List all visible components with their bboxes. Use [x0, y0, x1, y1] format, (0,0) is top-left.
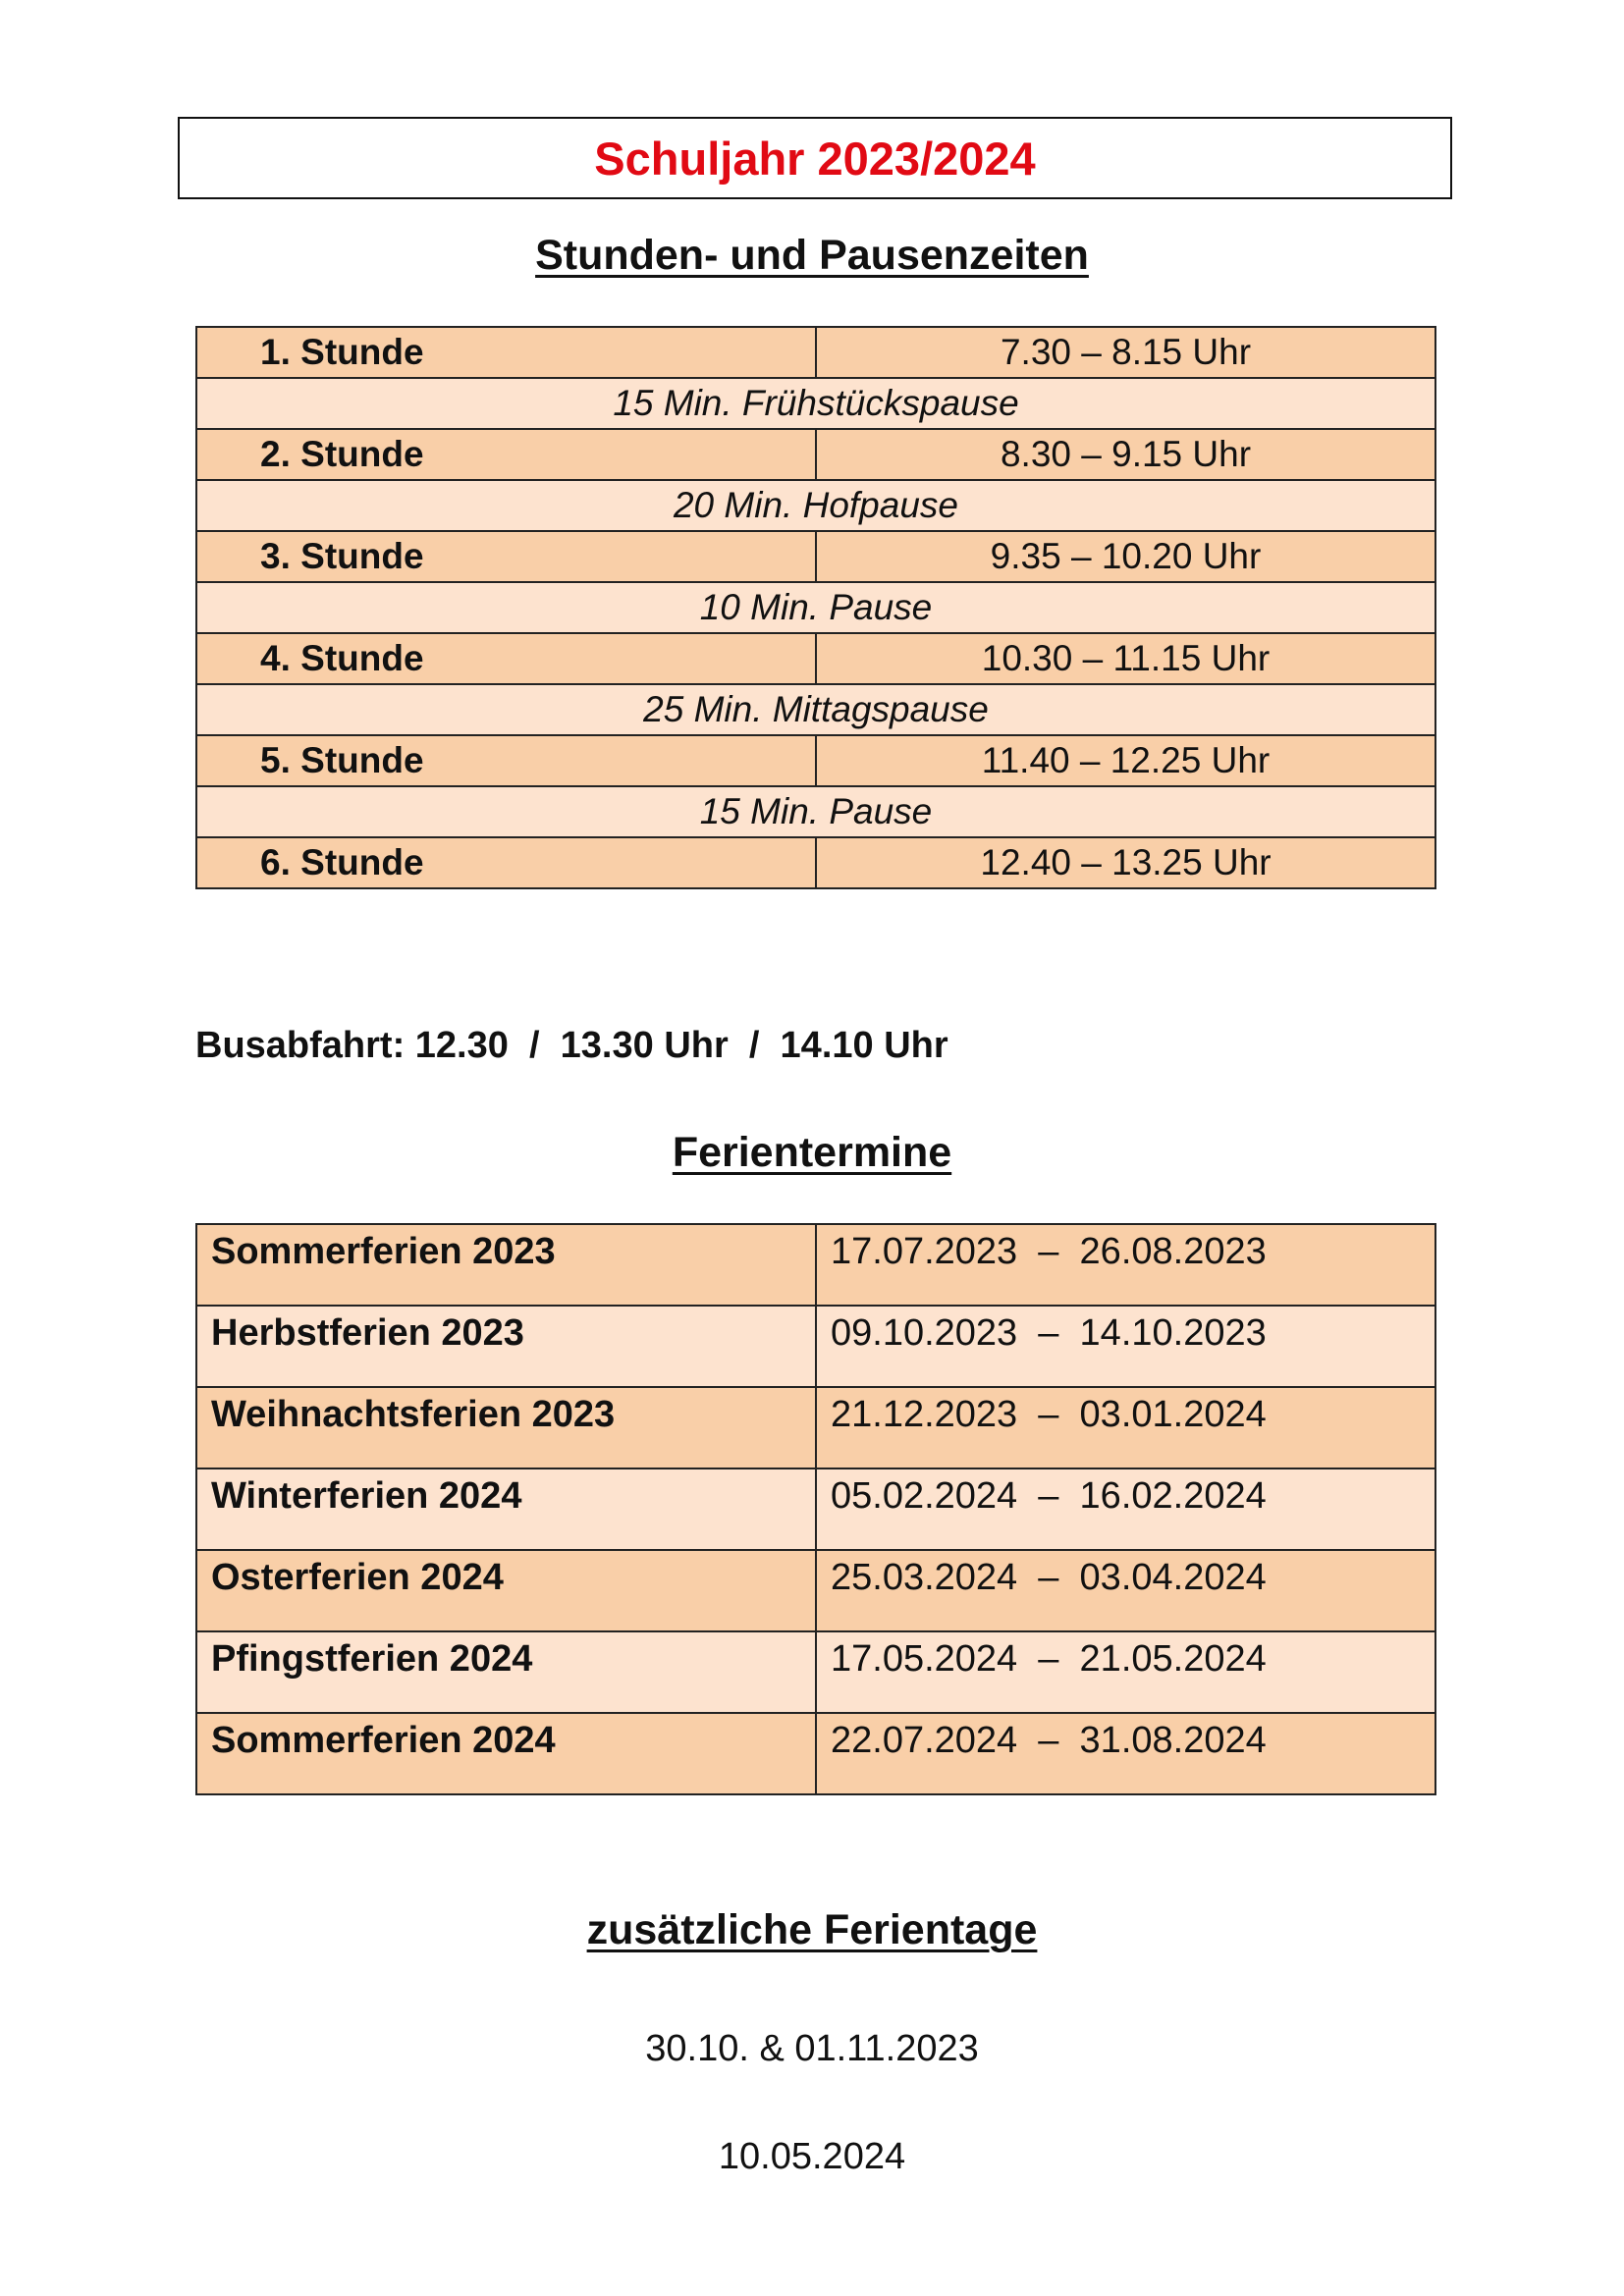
- lesson-label: 3. Stunde: [196, 531, 816, 582]
- holiday-name: Winterferien 2024: [196, 1468, 816, 1550]
- extra-days-heading: zusätzliche Ferientage: [586, 1906, 1038, 1953]
- holiday-name: Sommerferien 2024: [196, 1713, 816, 1794]
- holiday-dates: 05.02.2024 – 16.02.2024: [816, 1468, 1435, 1550]
- lesson-time: 11.40 – 12.25 Uhr: [816, 735, 1435, 786]
- pause-label: 20 Min. Hofpause: [196, 480, 1435, 531]
- table-row: [196, 633, 1435, 684]
- pause-label: 15 Min. Pause: [196, 786, 1435, 837]
- lesson-time: 7.30 – 8.15 Uhr: [816, 327, 1435, 378]
- title-box: [178, 117, 1452, 199]
- lesson-label: 2. Stunde: [196, 429, 816, 480]
- holiday-name: Sommerferien 2023: [196, 1224, 816, 1306]
- table-row: [196, 480, 1435, 531]
- lesson-label: 4. Stunde: [196, 633, 816, 684]
- table-row: [196, 378, 1435, 429]
- table-row: [196, 1468, 1435, 1550]
- table-row: [196, 837, 1435, 888]
- lesson-time: 9.35 – 10.20 Uhr: [816, 531, 1435, 582]
- table-row: [196, 1713, 1435, 1794]
- holiday-name: Osterferien 2024: [196, 1550, 816, 1631]
- lesson-label: 6. Stunde: [196, 837, 816, 888]
- holiday-dates: 17.07.2023 – 26.08.2023: [816, 1224, 1435, 1306]
- holiday-dates: 09.10.2023 – 14.10.2023: [816, 1306, 1435, 1387]
- pause-label: 10 Min. Pause: [196, 582, 1435, 633]
- holiday-name: Weihnachtsferien 2023: [196, 1387, 816, 1468]
- table-row: [196, 1224, 1435, 1306]
- table-row: [196, 1387, 1435, 1468]
- holidays-table: [195, 1223, 1436, 1795]
- holiday-dates: 25.03.2024 – 03.04.2024: [816, 1550, 1435, 1631]
- table-row: [196, 1550, 1435, 1631]
- extra-day-item: 10.05.2024: [718, 2136, 906, 2177]
- lesson-label: 5. Stunde: [196, 735, 816, 786]
- holiday-dates: 22.07.2024 – 31.08.2024: [816, 1713, 1435, 1794]
- schedule-heading: Stunden- und Pausenzeiten: [535, 232, 1089, 279]
- table-row: [196, 1631, 1435, 1713]
- extra-day-item: 30.10. & 01.11.2023: [645, 2028, 979, 2069]
- table-row: [196, 531, 1435, 582]
- table-row: [196, 582, 1435, 633]
- pause-label: 15 Min. Frühstückspause: [196, 378, 1435, 429]
- holiday-dates: 17.05.2024 – 21.05.2024: [816, 1631, 1435, 1713]
- page-title: Schuljahr 2023/2024: [594, 132, 1036, 185]
- holiday-dates: 21.12.2023 – 03.01.2024: [816, 1387, 1435, 1468]
- table-row: [196, 327, 1435, 378]
- lesson-time: 8.30 – 9.15 Uhr: [816, 429, 1435, 480]
- table-row: [196, 429, 1435, 480]
- pause-label: 25 Min. Mittagspause: [196, 684, 1435, 735]
- lesson-time: 12.40 – 13.25 Uhr: [816, 837, 1435, 888]
- holidays-heading: Ferientermine: [672, 1129, 952, 1176]
- schedule-table: [195, 326, 1436, 889]
- table-row: [196, 684, 1435, 735]
- lesson-time: 10.30 – 11.15 Uhr: [816, 633, 1435, 684]
- table-row: [196, 1306, 1435, 1387]
- lesson-label: 1. Stunde: [196, 327, 816, 378]
- bus-departures: Busabfahrt: 12.30 / 13.30 Uhr / 14.10 Uhr: [195, 1025, 948, 1066]
- table-row: [196, 735, 1435, 786]
- holiday-name: Pfingstferien 2024: [196, 1631, 816, 1713]
- holiday-name: Herbstferien 2023: [196, 1306, 816, 1387]
- table-row: [196, 786, 1435, 837]
